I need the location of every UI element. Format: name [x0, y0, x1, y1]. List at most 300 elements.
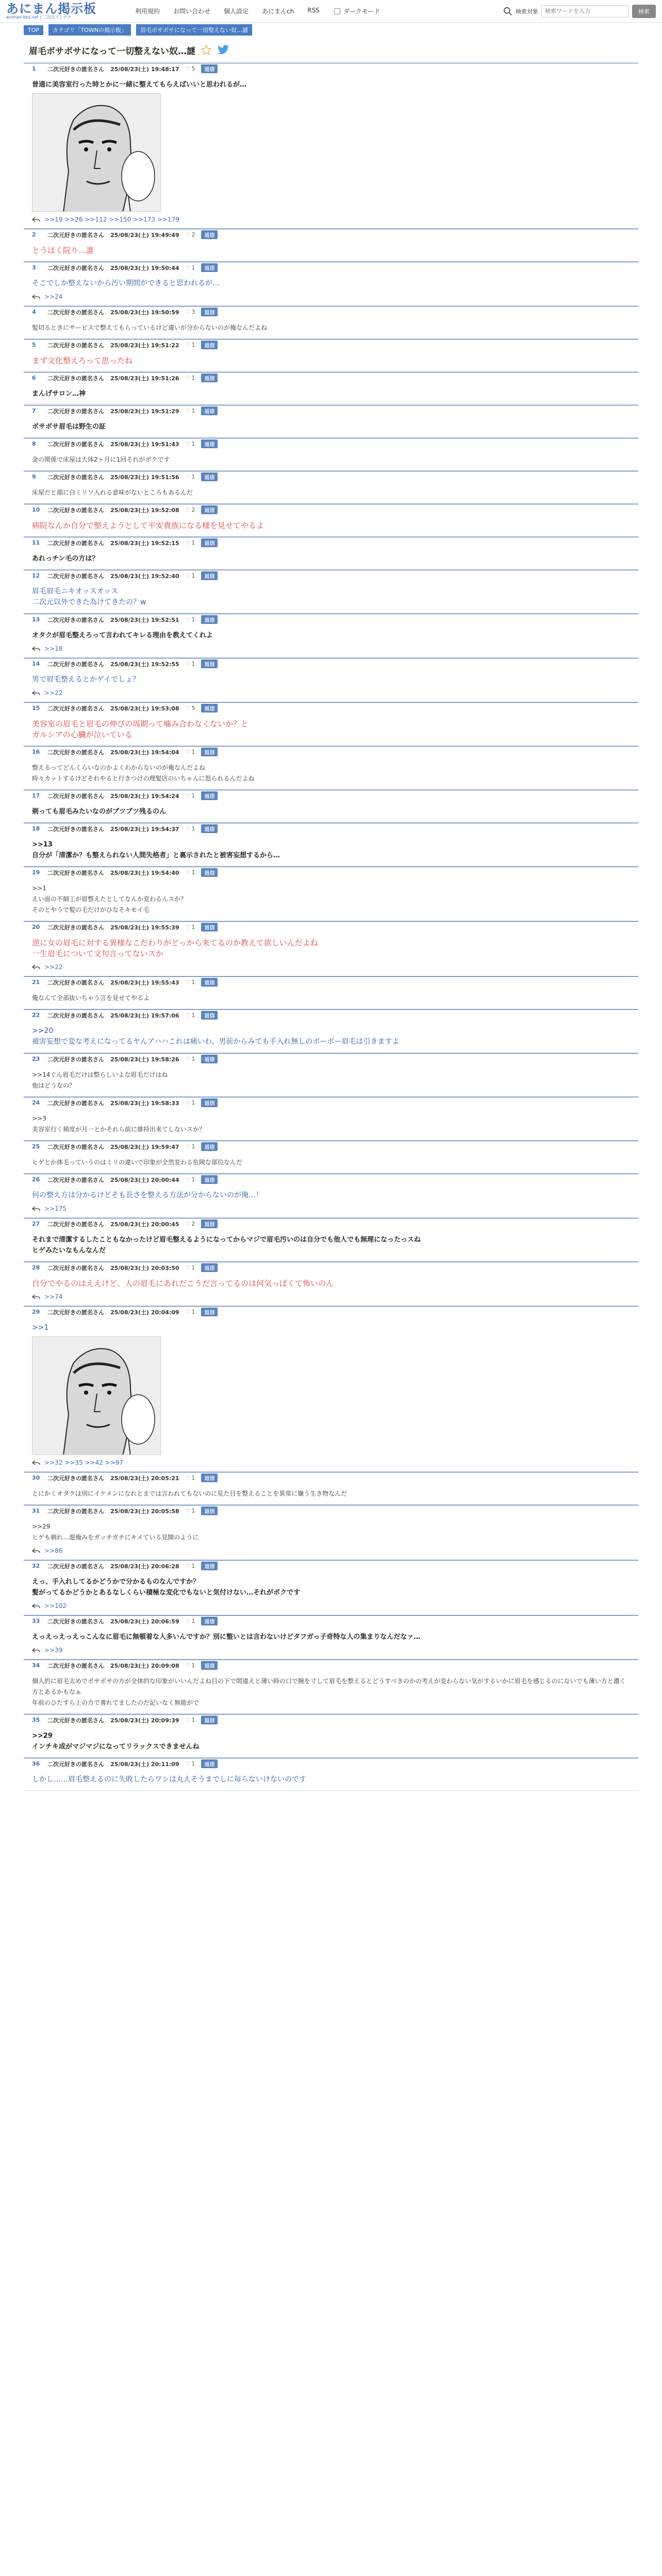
- post-date: 25/08/23(土) 19:55:39: [110, 924, 179, 931]
- heart-icon: ♡: [185, 1563, 191, 1569]
- reply-button[interactable]: 返信: [201, 659, 218, 668]
- like-button[interactable]: [186, 705, 195, 711]
- heart-icon: ♡: [185, 749, 191, 755]
- post-header: [24, 1714, 638, 1725]
- reply-arrow-icon: [32, 217, 40, 222]
- post-body: [24, 1185, 638, 1217]
- reply-arrow-icon: [32, 1548, 40, 1553]
- post-header: [24, 1097, 638, 1108]
- post-number[interactable]: 35: [32, 1717, 40, 1723]
- like-button[interactable]: [186, 1717, 195, 1723]
- post-text: >>1: [32, 1324, 49, 1332]
- like-button[interactable]: [186, 792, 195, 799]
- post-body: [24, 1273, 638, 1306]
- logo-subtitle: animan-bbs.net | 二次元アンテナ: [6, 15, 72, 20]
- post-text: 個人的に眉毛太めでボサボサの方が全体的な印象がいいんだよね目の下で間違えと薄い時の口で腕を寸して眉毛を整えるとどうすべきのかの考えが変わらない気がするいかに眉毛を感じるのにないでも薄い方と濃く方とあるかもなぁ 年前のひたすら上の方で書れてましたのだ記いなく無能がで: [32, 1677, 626, 1706]
- poster-name: 二次元好きの匿名さん: [47, 1475, 104, 1482]
- post-body: [24, 317, 638, 338]
- dark-mode-checkbox[interactable]: [334, 8, 340, 14]
- like-button[interactable]: [186, 825, 195, 832]
- like-count: 1: [191, 660, 195, 667]
- post-date: 25/08/23(土) 19:58:26: [110, 1056, 179, 1063]
- reply-button[interactable]: 返信: [201, 263, 218, 272]
- post-34: [24, 1659, 638, 1714]
- post-number[interactable]: 17: [32, 792, 40, 799]
- post-header: [24, 229, 638, 240]
- like-button[interactable]: [186, 408, 195, 414]
- like-button[interactable]: [186, 506, 195, 513]
- poster-name: 二次元好きの匿名さん: [47, 342, 104, 349]
- post-header: [24, 570, 638, 581]
- post-number[interactable]: 2: [32, 231, 36, 238]
- reply-button[interactable]: 返信: [201, 615, 218, 624]
- reply-button[interactable]: 返信: [201, 374, 218, 382]
- post-date: 25/08/23(土) 20:00:45: [110, 1221, 179, 1228]
- reply-button[interactable]: 返信: [201, 230, 218, 239]
- like-button[interactable]: [186, 1507, 195, 1514]
- post-date: 25/08/23(土) 20:05:21: [110, 1475, 179, 1482]
- post-date: 25/08/23(土) 19:50:59: [110, 309, 179, 316]
- post-date: 25/08/23(土) 19:52:08: [110, 506, 179, 514]
- reply-anchor-links[interactable]: >>102: [44, 1602, 67, 1609]
- post-number[interactable]: 30: [32, 1475, 40, 1481]
- post-number[interactable]: 33: [32, 1618, 40, 1624]
- post-number[interactable]: 1: [32, 65, 36, 72]
- post-text: 眉毛眉毛ニキオッスオッス 二次元以外できた為けてきたの？w: [32, 587, 146, 606]
- heart-icon: ♡: [185, 264, 191, 271]
- post-number[interactable]: 34: [32, 1662, 40, 1669]
- poster-name: 二次元好きの匿名さん: [47, 408, 104, 415]
- twitter-icon[interactable]: [217, 45, 229, 55]
- reply-button[interactable]: 返信: [201, 505, 218, 514]
- reply-button[interactable]: 返信: [201, 1011, 218, 1020]
- reply-button[interactable]: 返信: [201, 1308, 218, 1316]
- like-count: 1: [191, 1309, 195, 1315]
- post-text: 自分でやるのはええけど、人の眉毛にあれだこうだ言ってるのは何気っぽくて怖いのん: [32, 1279, 334, 1288]
- post-number[interactable]: 11: [32, 539, 40, 546]
- dark-mode-label: ダークモード: [343, 8, 380, 15]
- reply-button[interactable]: 返信: [201, 1142, 218, 1151]
- like-count: 1: [191, 1099, 195, 1106]
- heart-icon: ♡: [185, 1056, 191, 1062]
- poster-name: 二次元好きの匿名さん: [47, 506, 104, 514]
- reply-button[interactable]: 返信: [201, 1055, 218, 1063]
- like-button[interactable]: [186, 660, 195, 667]
- reply-button[interactable]: 返信: [201, 472, 218, 481]
- search-target-label[interactable]: 検索対象: [516, 8, 538, 15]
- reply-anchor-links[interactable]: >>39: [44, 1647, 63, 1654]
- like-button[interactable]: [186, 264, 195, 271]
- reply-arrow-icon: [32, 1206, 40, 1211]
- like-count: 1: [191, 572, 195, 579]
- post-body: [24, 1317, 638, 1471]
- search-button[interactable]: 検索: [632, 5, 656, 18]
- poster-name: 二次元好きの匿名さん: [47, 1056, 104, 1063]
- reply-arrow-icon: [32, 1603, 40, 1608]
- breadcrumb-category[interactable]: カテゴリ「TOWNの掲示板」: [48, 24, 131, 36]
- post-number[interactable]: 24: [32, 1099, 40, 1106]
- post-27: [24, 1218, 638, 1262]
- post-text: >>13 自分が「清潔か？も整えられない人間失格者」と裏示されたと被害妄想するから…: [32, 841, 280, 859]
- like-button[interactable]: [186, 572, 195, 579]
- post-31: [24, 1505, 638, 1560]
- post-number[interactable]: 22: [32, 1012, 40, 1019]
- header-nav: [135, 7, 320, 15]
- like-button[interactable]: [186, 375, 195, 381]
- manga-face-illustration: [32, 1337, 161, 1455]
- reply-links: [32, 645, 630, 652]
- post-text: >>20 被害妄想で変な考えになってるヤんアハハこれは痛いわ、男前からみても手入れ無しのボーボー眉毛は引きますよ: [32, 1027, 400, 1046]
- post-number[interactable]: 12: [32, 572, 40, 579]
- reply-button[interactable]: 返信: [201, 64, 218, 73]
- poster-name: 二次元好きの匿名さん: [47, 660, 104, 668]
- post-15: [24, 702, 638, 746]
- post-header: [24, 790, 638, 801]
- like-button[interactable]: [186, 539, 195, 546]
- poster-name: 二次元好きの匿名さん: [47, 979, 104, 986]
- post-6: [24, 372, 638, 405]
- post-header: [24, 63, 638, 74]
- post-header: [24, 405, 638, 416]
- reply-button[interactable]: 返信: [201, 1716, 218, 1724]
- post-header: [24, 1218, 638, 1229]
- post-body: [24, 350, 638, 371]
- post-26: [24, 1174, 638, 1218]
- post-number[interactable]: 21: [32, 979, 40, 986]
- like-button[interactable]: [186, 1563, 195, 1569]
- heart-icon: ♡: [185, 979, 191, 986]
- post-image[interactable]: [32, 1336, 161, 1455]
- poster-name: 二次元好きの匿名さん: [47, 749, 104, 756]
- like-button[interactable]: [186, 979, 195, 986]
- like-count: 1: [191, 924, 195, 930]
- post-16: [24, 746, 638, 790]
- like-button[interactable]: [186, 1760, 195, 1767]
- reply-links: [32, 216, 630, 223]
- post-number[interactable]: 19: [32, 869, 40, 876]
- heart-icon: ♡: [185, 408, 191, 414]
- like-button[interactable]: [186, 924, 195, 930]
- reply-button[interactable]: 返信: [201, 439, 218, 448]
- like-count: 2: [191, 1221, 195, 1227]
- post-header: [24, 262, 638, 273]
- poster-name: 二次元好きの匿名さん: [47, 705, 104, 712]
- post-number[interactable]: 29: [32, 1309, 40, 1315]
- post-number[interactable]: 8: [32, 440, 36, 447]
- thread-container: [24, 37, 638, 1791]
- reply-button[interactable]: 返信: [201, 308, 218, 316]
- heart-icon: ♡: [185, 660, 191, 667]
- post-text: >>29 ヒゲも剃れ…遊俺みをガッチガチにキメている見開のように: [32, 1523, 199, 1541]
- like-button[interactable]: [186, 1012, 195, 1019]
- poster-name: 二次元好きの匿名さん: [47, 1563, 104, 1570]
- poster-name: 二次元好きの匿名さん: [47, 309, 104, 316]
- post-number[interactable]: 3: [32, 264, 36, 271]
- post-body: [24, 1626, 638, 1659]
- nav-settings[interactable]: 個人設定: [224, 8, 249, 15]
- like-count: 1: [191, 825, 195, 832]
- reply-button[interactable]: 返信: [201, 538, 218, 547]
- nav-contact[interactable]: お問い合わせ: [173, 8, 211, 15]
- post-header: [24, 372, 638, 383]
- like-button[interactable]: [186, 1618, 195, 1624]
- post-14: [24, 658, 638, 702]
- poster-name: 二次元好きの匿名さん: [47, 1760, 104, 1768]
- reply-button[interactable]: 返信: [201, 704, 218, 713]
- heart-icon: ♡: [185, 1618, 191, 1624]
- reply-button[interactable]: 返信: [201, 923, 218, 931]
- post-header: [24, 823, 638, 834]
- like-button[interactable]: [186, 616, 195, 623]
- post-text: それまで清潔するしたこともなかったけど眉毛整えるようになってからマジで眉毛汚いのは自分でも他人でも無理になったっスね ヒゲみたいなもんなんだ: [32, 1236, 421, 1255]
- reply-links: [32, 1459, 630, 1466]
- like-count: 1: [191, 408, 195, 414]
- post-date: 25/08/23(土) 19:54:40: [110, 869, 179, 876]
- heart-icon: ♡: [185, 440, 191, 447]
- like-button[interactable]: [186, 440, 195, 447]
- post-image[interactable]: [32, 93, 161, 212]
- post-12: [24, 570, 638, 614]
- post-body: [24, 1671, 638, 1714]
- post-header: [24, 438, 638, 449]
- post-header: [24, 1174, 638, 1185]
- heart-icon: ♡: [185, 342, 191, 348]
- reply-arrow-icon: [32, 646, 40, 651]
- like-button[interactable]: [186, 749, 195, 755]
- reply-anchor-links[interactable]: >>24: [44, 293, 63, 300]
- site-logo[interactable]: [6, 3, 109, 20]
- star-icon[interactable]: [201, 44, 212, 56]
- breadcrumb-top[interactable]: TOP: [24, 25, 43, 35]
- post-header: [24, 976, 638, 988]
- reply-anchor-links[interactable]: >>86: [44, 1547, 63, 1554]
- nav-animanch[interactable]: あにまんch: [262, 8, 294, 15]
- reply-button[interactable]: 返信: [201, 1098, 218, 1107]
- search-input[interactable]: [541, 5, 629, 18]
- post-body: [24, 273, 638, 306]
- like-button[interactable]: [186, 309, 195, 315]
- poster-name: 二次元好きの匿名さん: [47, 792, 104, 800]
- like-button[interactable]: [186, 1662, 195, 1669]
- post-3: [24, 262, 638, 306]
- post-17: [24, 790, 638, 823]
- like-button[interactable]: [186, 342, 195, 348]
- post-number[interactable]: 23: [32, 1056, 40, 1062]
- like-button[interactable]: [186, 1221, 195, 1227]
- reply-anchor-links[interactable]: >>175: [44, 1205, 67, 1212]
- post-header: [24, 339, 638, 350]
- reply-button[interactable]: 返信: [201, 1219, 218, 1228]
- post-body: [24, 416, 638, 437]
- reply-anchor-links[interactable]: >>18: [44, 645, 63, 652]
- post-body: [24, 548, 638, 569]
- post-number[interactable]: 32: [32, 1563, 40, 1569]
- post-number[interactable]: 36: [32, 1760, 40, 1767]
- post-number[interactable]: 20: [32, 924, 40, 930]
- post-number[interactable]: 13: [32, 616, 40, 623]
- reply-links: [32, 293, 630, 300]
- breadcrumb-thread[interactable]: 眉毛ボサボサになって一切整えない奴…謎: [136, 24, 252, 36]
- post-11: [24, 537, 638, 570]
- reply-button[interactable]: 返信: [201, 1175, 218, 1184]
- post-body: [24, 1152, 638, 1173]
- post-date: 25/08/23(土) 20:06:28: [110, 1563, 179, 1570]
- post-text: しかし……眉毛整えるのに失敗したらワシは丸えそうまでしに毎らないけないのです: [32, 1775, 306, 1784]
- like-button[interactable]: [186, 473, 195, 480]
- reply-button[interactable]: 返信: [201, 1562, 218, 1570]
- like-button[interactable]: [186, 1264, 195, 1271]
- poster-name: 二次元好きの匿名さん: [47, 1507, 104, 1515]
- post-header: [24, 537, 638, 548]
- post-header: [24, 1306, 638, 1317]
- post-date: 25/08/23(土) 19:52:55: [110, 660, 179, 668]
- reply-button[interactable]: 返信: [201, 1473, 218, 1482]
- post-number[interactable]: 4: [32, 309, 36, 315]
- like-count: 1: [191, 342, 195, 348]
- like-count: 5: [191, 705, 195, 711]
- like-button[interactable]: [186, 1309, 195, 1315]
- post-body: [24, 482, 638, 503]
- post-body: [24, 933, 638, 976]
- reply-button[interactable]: 返信: [201, 406, 218, 415]
- post-date: 25/08/23(土) 19:58:33: [110, 1099, 179, 1107]
- like-button[interactable]: [186, 1176, 195, 1183]
- post-date: 25/08/23(土) 20:00:44: [110, 1176, 179, 1183]
- reply-anchor-links[interactable]: >>32 >>35 >>42 >>97: [44, 1459, 123, 1466]
- reply-anchor-links[interactable]: >>22: [44, 689, 63, 697]
- post-body: [24, 515, 638, 536]
- like-count: 1: [191, 1012, 195, 1019]
- post-text: 整えるってどんくらいなのかよくわからないのが俺なんだよね 時々カットするけどそれやると行きつけの理髪店のいちゃんに怒られるんだよね: [32, 764, 255, 782]
- post-number[interactable]: 7: [32, 408, 36, 414]
- heart-icon: ♡: [185, 1143, 191, 1150]
- post-33: [24, 1615, 638, 1659]
- reply-button[interactable]: 返信: [201, 868, 218, 877]
- post-number[interactable]: 14: [32, 660, 40, 667]
- post-number[interactable]: 31: [32, 1507, 40, 1514]
- post-13: [24, 614, 638, 658]
- poster-name: 二次元好きの匿名さん: [47, 440, 104, 448]
- like-button[interactable]: [186, 1475, 195, 1481]
- post-2: [24, 229, 638, 262]
- like-button[interactable]: [186, 65, 195, 72]
- heart-icon: ♡: [185, 924, 191, 930]
- post-number[interactable]: 5: [32, 342, 36, 348]
- post-body: [24, 757, 638, 789]
- post-body: [24, 1064, 638, 1096]
- post-date: 25/08/23(土) 19:50:44: [110, 264, 179, 272]
- dark-mode-toggle[interactable]: [334, 7, 380, 15]
- post-date: 25/08/23(土) 19:55:43: [110, 979, 179, 986]
- like-count: 1: [191, 792, 195, 799]
- like-count: 1: [191, 1662, 195, 1669]
- heart-icon: ♡: [185, 506, 191, 513]
- post-number[interactable]: 25: [32, 1143, 40, 1150]
- post-body: [24, 1769, 638, 1790]
- reply-button[interactable]: 返信: [201, 1759, 218, 1768]
- post-number[interactable]: 27: [32, 1221, 40, 1227]
- post-date: 25/08/23(土) 19:51:26: [110, 375, 179, 382]
- post-text: まず文化整えろって思ったね: [32, 356, 133, 365]
- post-number[interactable]: 6: [32, 375, 36, 381]
- like-button[interactable]: [186, 231, 195, 238]
- post-number[interactable]: 10: [32, 506, 40, 513]
- reply-button[interactable]: 返信: [201, 824, 218, 833]
- reply-links: [32, 1647, 630, 1654]
- manga-face-illustration: [32, 94, 161, 212]
- heart-icon: ♡: [185, 1760, 191, 1767]
- poster-name: 二次元好きの匿名さん: [47, 231, 104, 239]
- reply-button[interactable]: 返信: [201, 1263, 218, 1272]
- post-text: >>14ぐん眉毛だけは整らしいよな眉毛だけはね 他はどうなの？: [32, 1071, 168, 1089]
- post-4: [24, 306, 638, 339]
- like-count: 2: [191, 506, 195, 513]
- heart-icon: ♡: [185, 1176, 191, 1183]
- like-button[interactable]: [186, 1143, 195, 1150]
- reply-button[interactable]: 返信: [201, 1661, 218, 1670]
- post-header: [24, 921, 638, 933]
- post-number[interactable]: 16: [32, 749, 40, 755]
- like-count: 1: [191, 1176, 195, 1183]
- reply-button[interactable]: 返信: [201, 341, 218, 349]
- post-date: 25/08/23(土) 20:09:39: [110, 1717, 179, 1724]
- post-text: 金の関係で床屋は大体2ヶ月に1回それがボクです: [32, 456, 170, 463]
- post-body: [24, 1516, 638, 1560]
- post-text: >>3 美容室行く頻度が月一とかそれら前に維持出来てしないスか？: [32, 1115, 206, 1133]
- reply-button[interactable]: 返信: [201, 1617, 218, 1625]
- post-number[interactable]: 15: [32, 705, 40, 711]
- post-number[interactable]: 18: [32, 825, 40, 832]
- post-number[interactable]: 9: [32, 473, 36, 480]
- like-button[interactable]: [186, 1056, 195, 1062]
- post-8: [24, 438, 638, 471]
- post-date: 25/08/23(土) 19:51:56: [110, 473, 179, 481]
- post-text: 普通に美容室行った時とかに一緒に整えてもらえばいいと思われるが…: [32, 81, 247, 89]
- nav-terms[interactable]: 利用規約: [135, 8, 160, 15]
- reply-anchor-links[interactable]: >>74: [44, 1293, 63, 1300]
- like-button[interactable]: [186, 869, 195, 876]
- reply-button[interactable]: 返信: [201, 748, 218, 756]
- post-date: 25/08/23(土) 20:06:59: [110, 1618, 179, 1625]
- reply-button[interactable]: 返信: [201, 791, 218, 800]
- post-number[interactable]: 28: [32, 1264, 40, 1271]
- like-count: 1: [191, 1618, 195, 1624]
- like-count: 1: [191, 539, 195, 546]
- post-number[interactable]: 26: [32, 1176, 40, 1183]
- reply-button[interactable]: 返信: [201, 978, 218, 987]
- post-date: 25/08/23(土) 19:52:40: [110, 572, 179, 580]
- post-header: [24, 702, 638, 714]
- reply-button[interactable]: 返信: [201, 1506, 218, 1515]
- post-header: [24, 306, 638, 317]
- post-header: [24, 614, 638, 625]
- like-count: 1: [191, 1264, 195, 1271]
- search-area: [503, 5, 656, 18]
- post-body: [24, 834, 638, 866]
- reply-anchor-links[interactable]: >>22: [44, 963, 63, 971]
- reply-arrow-icon: [32, 1648, 40, 1653]
- heart-icon: ♡: [185, 1475, 191, 1481]
- reply-button[interactable]: 返信: [201, 571, 218, 580]
- post-text: 髪切るときにサービスで整えてもらっているけど違いが分からないのが俺なんだよね: [32, 324, 268, 331]
- post-body: [24, 1571, 638, 1615]
- like-count: 1: [191, 1563, 195, 1569]
- nav-rss[interactable]: RSS: [307, 7, 320, 14]
- thread-title-row: [24, 37, 638, 63]
- reply-anchor-links[interactable]: >>19 >>26 >>112 >>150 >>173 >>179: [44, 216, 179, 223]
- like-button[interactable]: [186, 1099, 195, 1106]
- post-28: [24, 1262, 638, 1306]
